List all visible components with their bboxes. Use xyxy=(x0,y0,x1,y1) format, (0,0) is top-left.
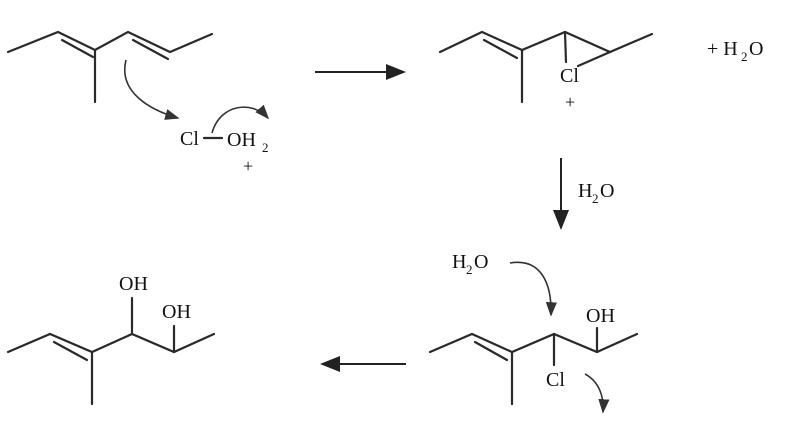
diol-product xyxy=(8,273,214,404)
chloronium-cl-label: Cl xyxy=(560,65,579,87)
attacking-water xyxy=(452,251,488,277)
reagent-oh-label: OH xyxy=(227,129,256,151)
reagent-oh-subscript: 2 xyxy=(262,140,269,155)
curly-arrow-alkene-to-cl xyxy=(125,60,178,118)
product-oh-right-label: OH xyxy=(162,301,191,323)
curly-arrow-cl-leaving xyxy=(585,374,603,412)
chloronium-ion xyxy=(440,32,652,112)
byproduct-prefix: + H xyxy=(707,38,738,60)
byproduct-suffix: O xyxy=(749,38,764,60)
reagent-cl-label: Cl xyxy=(180,128,199,150)
chlorohydrin-intermediate xyxy=(430,305,637,404)
intermediate-cl-label: Cl xyxy=(546,369,565,391)
attack-o: O xyxy=(474,251,489,273)
reagent-charge: + xyxy=(243,156,254,176)
attack-subscript: 2 xyxy=(466,262,473,277)
step-reagent-h: H xyxy=(578,180,593,202)
starting-diene xyxy=(8,32,212,102)
chloronium-charge: + xyxy=(565,92,576,112)
product-oh-top-label: OH xyxy=(119,273,148,295)
chloronium-reagent xyxy=(180,128,269,176)
intermediate-oh-label: OH xyxy=(586,305,615,327)
step-reagent-subscript: 2 xyxy=(592,191,599,206)
step-reagent-o: O xyxy=(600,180,615,202)
step-2-reagent xyxy=(578,180,614,206)
byproduct-subscript: 2 xyxy=(741,49,748,64)
water-byproduct xyxy=(707,38,763,64)
curly-arrow-water-attack xyxy=(510,262,551,315)
attack-h: H xyxy=(452,251,467,273)
